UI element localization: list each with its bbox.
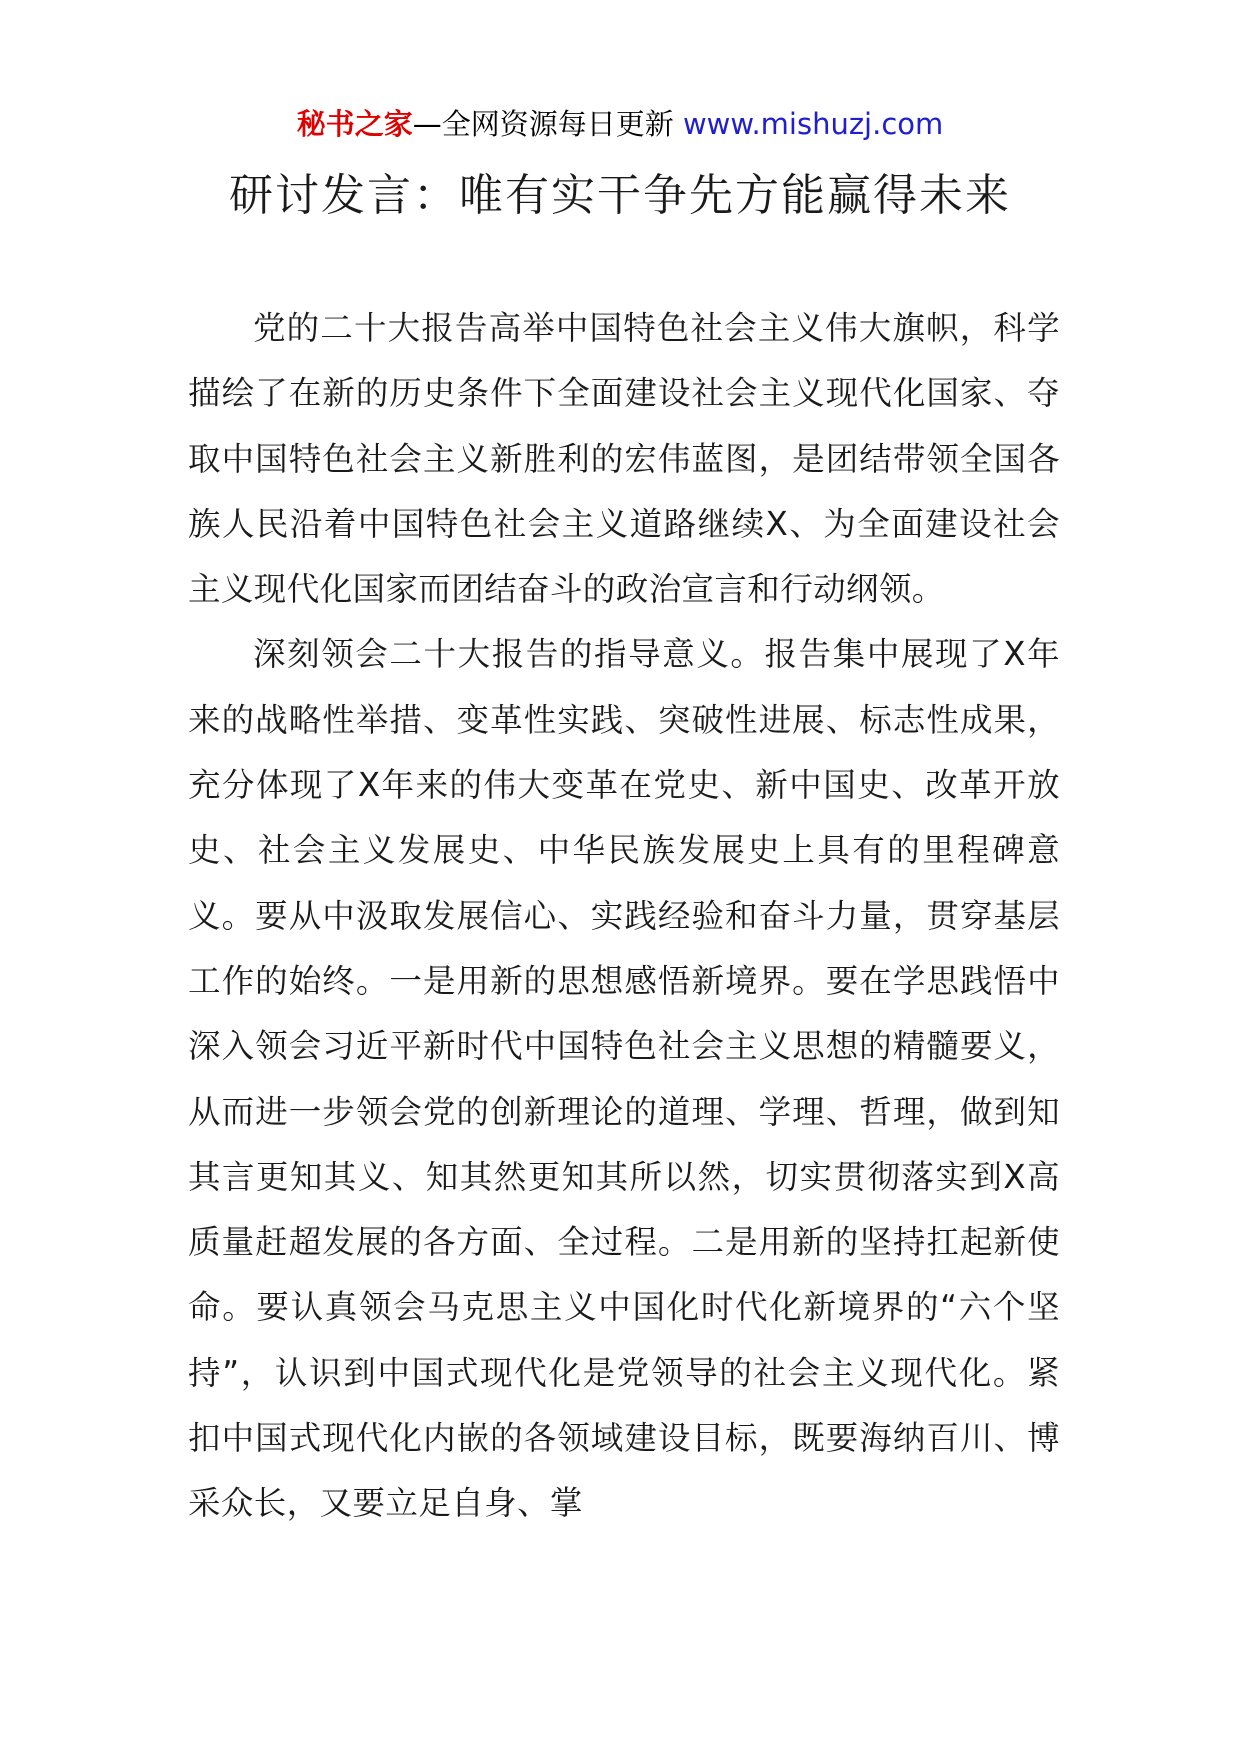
document-body	[188, 296, 1060, 1537]
site-header	[0, 104, 1240, 144]
site-brand: 秘书之家	[296, 107, 413, 141]
site-url-link[interactable]: www.mishuzj.com	[682, 107, 944, 141]
paragraph: 深刻领会二十大报告的指导意义。报告集中展现了X年来的战略性举措、变革性实践、突破性进展、标志性成果，充分体现了X年来的伟大变革在党史、新中国史、改革开放史、社会主义发展史、中华民族发展史上具有的里程碑意义。要从中汲取发展信心、实践经验和奋斗力量，贯穿基层工作的始终。一是用新的思想感悟新境界。要在学思践悟中深入领会习近平新时代中国特色社会主义思想的精髓要义，从而进一步领会党的创新理论的道理、学理、哲理，做到知其言更知其义、知其然更知其所以然，切实贯彻落实到X高质量赶超发展的各方面、全过程。二是用新的坚持扛起新使命。要认真领会马克思主义中国化时代化新境界的“六个坚持”，认识到中国式现代化是党领导的社会主义现代化。紧扣中国式现代化内嵌的各领域建设目标，既要海纳百川、博采众长，又要立足自身、掌	[188, 635, 1060, 1523]
site-tagline: —全网资源每日更新	[412, 107, 674, 141]
paragraph: 党的二十大报告高举中国特色社会主义伟大旗帜，科学描绘了在新的历史条件下全面建设社会主义现代化国家、夺取中国特色社会主义新胜利的宏伟蓝图，是团结带领全国各族人民沿着中国特色社会主义道路继续X、为全面建设社会主义现代化国家而团结奋斗的政治宣言和行动纲领。	[188, 309, 1060, 609]
document-title: 研讨发言：唯有实干争先方能赢得未来	[229, 170, 1011, 221]
